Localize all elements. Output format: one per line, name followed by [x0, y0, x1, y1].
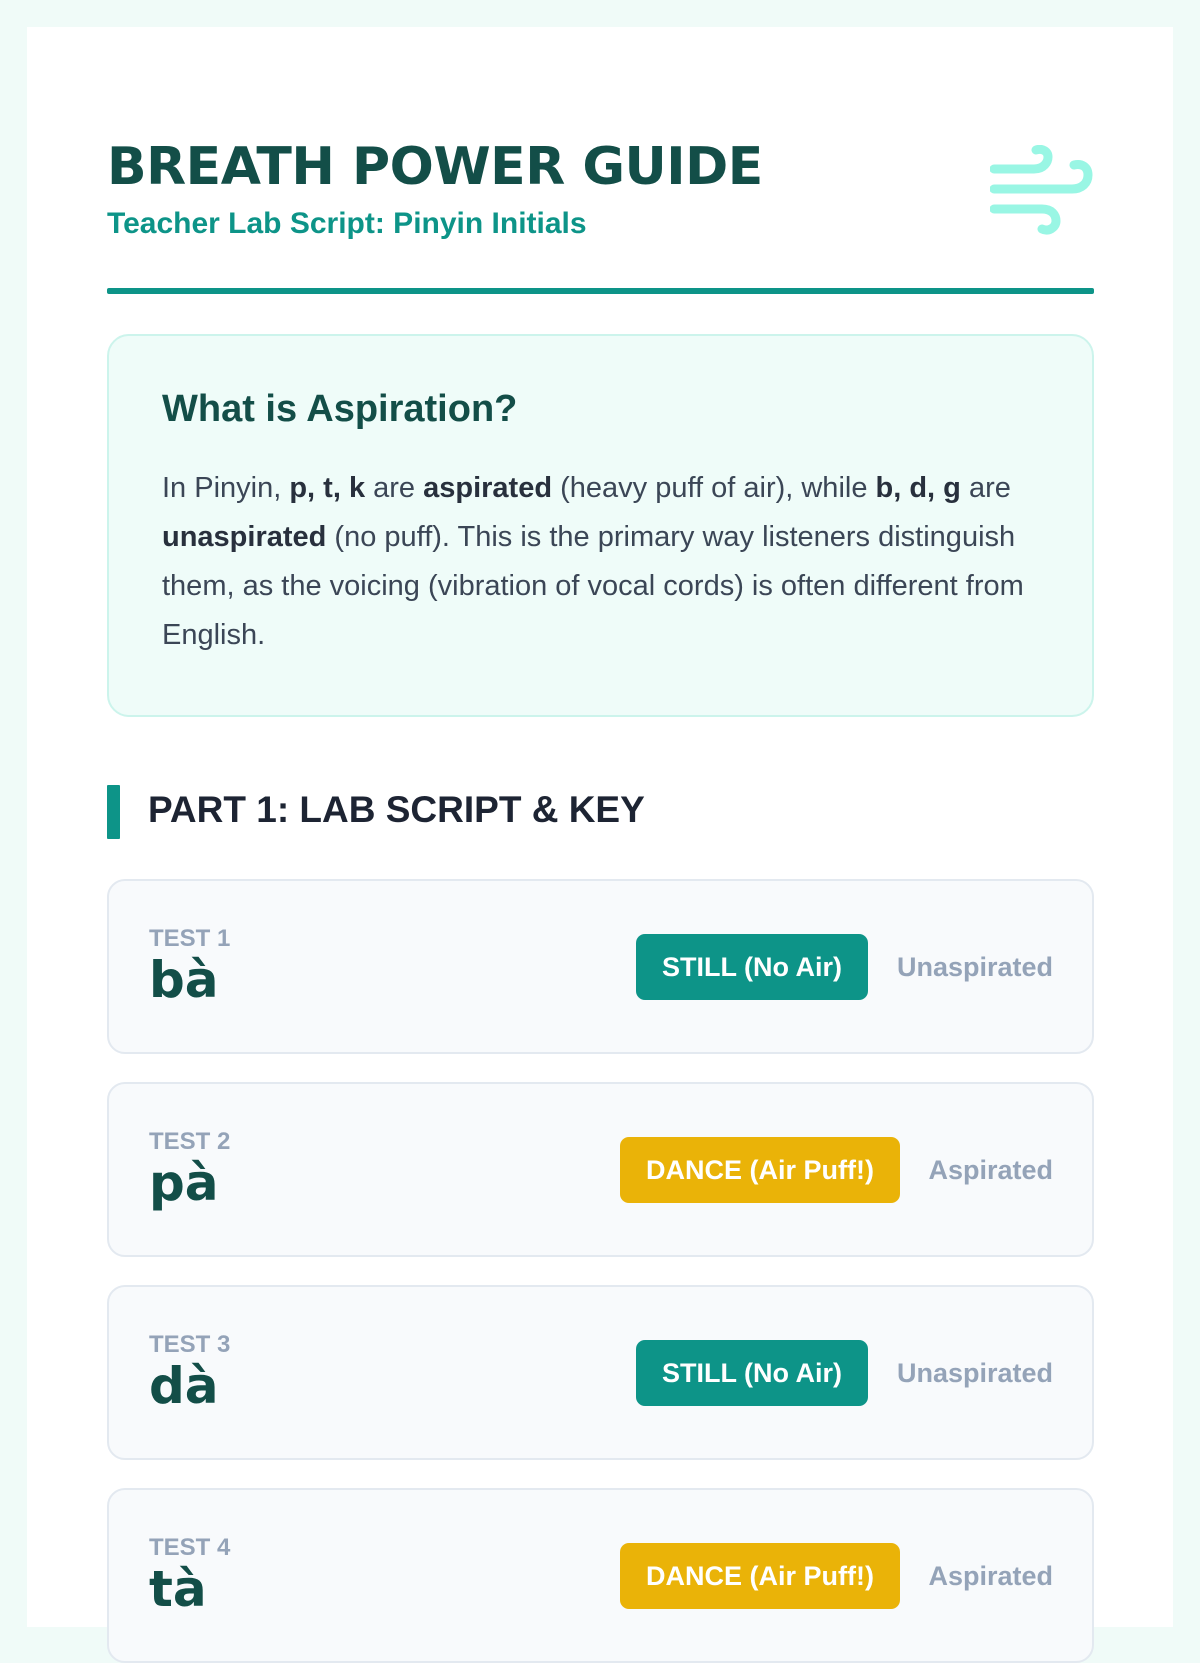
- test-label: TEST 2: [149, 1128, 231, 1155]
- dance-badge[interactable]: DANCE (Air Puff!): [620, 1137, 900, 1203]
- test-card: [107, 879, 1094, 1054]
- aspiration-result: Aspirated: [928, 1155, 1053, 1185]
- info-text-part: are: [960, 472, 1011, 504]
- still-badge[interactable]: STILL (No Air): [636, 1340, 868, 1406]
- unaspirated-term: unaspirated: [162, 521, 327, 553]
- test-syllable: bà: [149, 951, 219, 1009]
- aspiration-info-box: [107, 334, 1094, 717]
- info-heading: What is Aspiration?: [162, 388, 518, 430]
- dance-badge[interactable]: DANCE (Air Puff!): [620, 1543, 900, 1609]
- test-label: TEST 3: [149, 1331, 231, 1358]
- info-text-part: are: [365, 472, 424, 504]
- info-text-part: (no puff). This is the primary way listeners distinguish them, as the voicing (vibration of vocal cords) is often different from English.: [162, 521, 1024, 651]
- test-card: [107, 1285, 1094, 1460]
- section-accent-bar: [107, 785, 120, 839]
- wind-icon: [990, 145, 1094, 235]
- info-text-part: (heavy puff of air), while: [552, 472, 876, 504]
- page-subtitle: Teacher Lab Script: Pinyin Initials: [107, 207, 587, 240]
- test-card: [107, 1488, 1094, 1663]
- aspirated-letters: p, t, k: [289, 472, 366, 504]
- aspirated-term: aspirated: [423, 472, 553, 504]
- test-card: [107, 1082, 1094, 1257]
- test-label: TEST 4: [149, 1534, 231, 1561]
- page-title: BREATH POWER GUIDE: [107, 137, 763, 197]
- still-badge[interactable]: STILL (No Air): [636, 934, 868, 1000]
- test-syllable: tà: [149, 1560, 207, 1618]
- section-heading: [107, 785, 1007, 839]
- aspiration-result: Unaspirated: [896, 1358, 1053, 1388]
- test-syllable: pà: [149, 1154, 219, 1212]
- aspiration-result: Unaspirated: [896, 952, 1053, 982]
- page-header: [107, 115, 1094, 295]
- header-divider: [107, 288, 1094, 294]
- test-syllable: dà: [149, 1357, 219, 1415]
- section-title: PART 1: LAB SCRIPT & KEY: [148, 789, 645, 830]
- info-text: [162, 464, 1042, 660]
- test-label: TEST 1: [149, 925, 231, 952]
- guide-sheet: [27, 27, 1173, 1627]
- unaspirated-letters: b, d, g: [875, 472, 961, 504]
- info-text-part: In Pinyin,: [162, 472, 290, 504]
- aspiration-result: Aspirated: [928, 1561, 1053, 1591]
